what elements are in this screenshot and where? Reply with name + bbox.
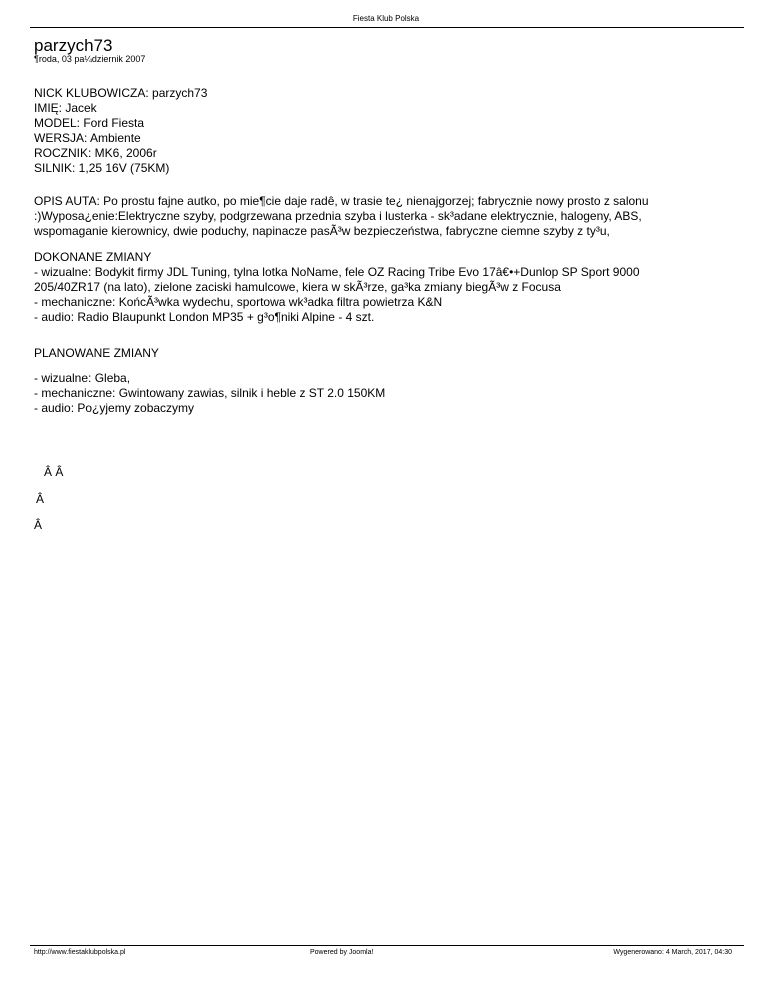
footer-url: http://www.fiestaklubpolska.pl xyxy=(34,949,126,956)
stray-chars-2: Â xyxy=(36,492,45,506)
stray-chars-1: Â Â xyxy=(44,465,64,479)
footer-powered-by: Powered by Joomla! xyxy=(310,949,374,956)
changes-done: DOKONANE ZMIANY - wizualne: Bodykit firmy JDL Tuning, tylna lotka NoName, fele OZ Racing Tribe Evo 17â€•+Dunlop SP Sport 9000 205/40ZR17 (na lato), zielone zaciski hamulcowe, kiera w skÃ³rze, ga³ka zmiany biegÃ³w z Focusa - mechaniczne: KońcÃ³wka wydechu, sportowa wk³adka filtra powietrza K&N - audio: Radio Blaupunkt London MP35 + g³o¶niki Alpine - 4 szt. xyxy=(34,250,640,324)
article-title: parzych73 xyxy=(34,36,113,55)
car-description: OPIS AUTA: Po prostu fajne autko, po mie¶cie daje radê, w trasie te¿ nienajgorzej; fabrycznie nowy prosto z salonu :)Wyposa¿enie:Elektryczne szyby, podgrzewana przednia szyba i lusterka - sk³adane elektrycznie, halogeny, ABS, wspomaganie kierownicy, dwie poduchy, napinacze pasÃ³w bezpieczeństwa, fabryczne ciemne szyby z ty³u, xyxy=(34,194,649,238)
planned-heading: PLANOWANE ZMIANY xyxy=(34,346,159,360)
planned-changes: - wizualne: Gleba, - mechaniczne: Gwintowany zawias, silnik i heble z ST 2.0 150KM - audio: Po¿yjemy zobaczymy xyxy=(34,371,386,415)
site-header-title: Fiesta Klub Polska xyxy=(352,14,420,23)
footer-divider xyxy=(30,945,744,946)
footer-generated: Wygenerowano: 4 March, 2017, 04:30 xyxy=(613,949,732,956)
article-date: ¶roda, 03 pa¼dziernik 2007 xyxy=(34,54,146,64)
header-divider xyxy=(30,27,744,28)
member-profile: NICK KLUBOWICZA: parzych73 IMIĘ: Jacek MODEL: Ford Fiesta WERSJA: Ambiente ROCZNIK: MK6, 2006r SILNIK: 1,25 16V (75KM) xyxy=(34,86,208,175)
stray-chars-3: Â xyxy=(34,518,43,532)
